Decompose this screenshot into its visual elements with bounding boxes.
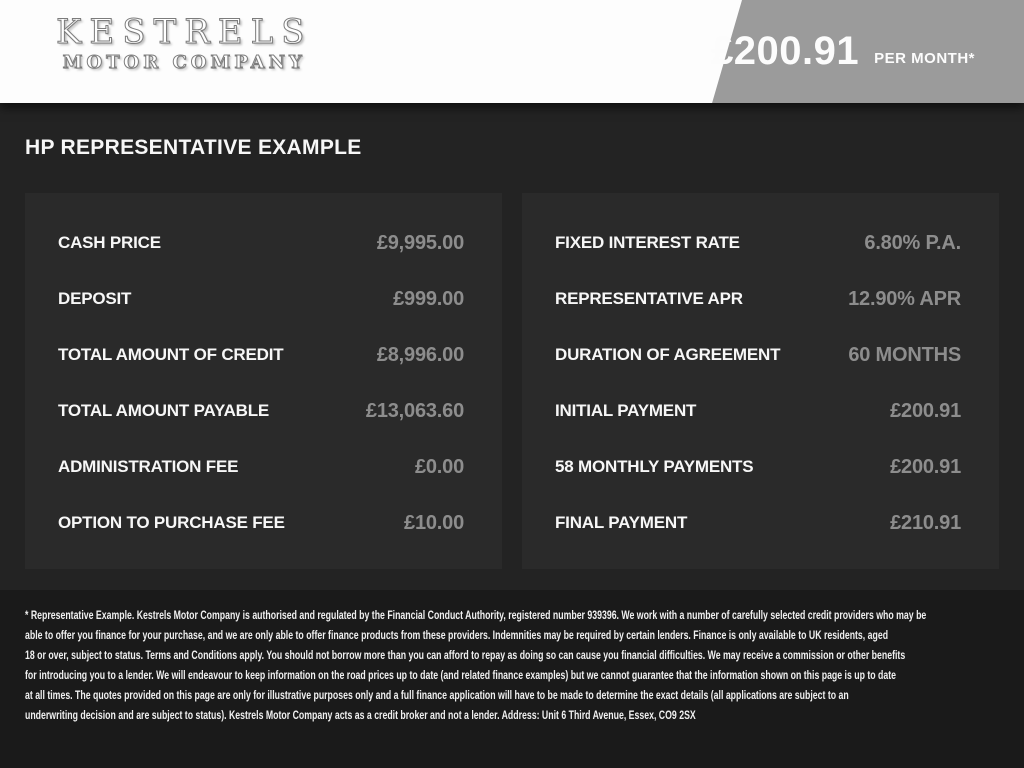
row-value: 6.80% P.A. <box>864 231 961 254</box>
table-row <box>58 327 464 383</box>
table-row <box>555 271 961 327</box>
disclaimer-text-line: at all times. The quotes provided on this page are only for illustrative purposes only and a full finance application will have to be made to determine the exact details (all applications are subject to an <box>25 690 849 702</box>
row-value: 60 MONTHS <box>848 343 961 366</box>
table-row <box>58 383 464 439</box>
row-value: £8,996.00 <box>376 343 464 366</box>
row-value: £200.91 <box>890 399 961 422</box>
row-label: FIXED INTEREST RATE <box>555 233 740 252</box>
page-title: HP REPRESENTATIVE EXAMPLE <box>25 136 362 159</box>
dealer-logo-title: KESTRELS <box>56 12 313 52</box>
dealer-logo-subtitle: MOTOR COMPANY <box>62 52 306 73</box>
row-label: FINAL PAYMENT <box>555 513 688 532</box>
disclaimer-text-line: 18 or over, subject to status. Terms and Conditions apply. You should not borrow more than you can afford to repay as doing so can cause you financial difficulties. We may receive a commission or other benefits <box>25 650 906 662</box>
table-row <box>555 215 961 271</box>
table-row <box>58 215 464 271</box>
row-value: £13,063.60 <box>365 399 464 422</box>
row-label: TOTAL AMOUNT OF CREDIT <box>58 345 284 364</box>
table-row <box>555 327 961 383</box>
monthly-price-amount: £200.91 <box>711 29 860 73</box>
table-row <box>555 439 961 495</box>
row-label: DEPOSIT <box>58 289 132 308</box>
row-label: TOTAL AMOUNT PAYABLE <box>58 401 270 420</box>
monthly-price-period-label: PER MONTH* <box>874 50 975 67</box>
table-row <box>58 495 464 551</box>
disclaimer-text-line: for introducing you to a lender. We will endeavour to keep information on the road prices up to date (and related finance examples) but we cannot guarantee that the information shown on this page is up to date <box>25 670 897 682</box>
row-value: £210.91 <box>890 511 961 534</box>
row-value: £0.00 <box>414 455 464 478</box>
row-value: £10.00 <box>404 511 464 534</box>
row-label: 58 MONTHLY PAYMENTS <box>555 457 754 476</box>
table-row <box>555 495 961 551</box>
row-label: ADMINISTRATION FEE <box>58 457 239 476</box>
row-value: 12.90% APR <box>848 287 961 310</box>
main-content <box>0 103 1024 590</box>
disclaimer-text-line: * Representative Example. Kestrels Motor Company is authorised and regulated by the Financial Conduct Authority, registered number 939396. We work with a number of carefully selected credit providers who may be <box>25 610 927 622</box>
finance-panels <box>25 193 999 569</box>
price-badge <box>711 0 975 103</box>
table-row <box>58 439 464 495</box>
row-label: OPTION TO PURCHASE FEE <box>58 513 285 532</box>
disclaimer-text-line: underwriting decision and are subject to status). Kestrels Motor Company acts as a credit broker and not a lender. Address: Unit 6 Third Avenue, Essex, CO9 2SX <box>25 710 696 722</box>
table-row <box>555 383 961 439</box>
row-value: £9,995.00 <box>376 231 464 254</box>
dealer-logo <box>56 12 312 74</box>
row-value: £200.91 <box>890 455 961 478</box>
disclaimer-footer <box>0 590 1024 768</box>
finance-panel-right <box>522 193 999 569</box>
row-value: £999.00 <box>393 287 464 310</box>
row-label: CASH PRICE <box>58 233 161 252</box>
row-label: INITIAL PAYMENT <box>555 401 697 420</box>
finance-panel-left <box>25 193 502 569</box>
disclaimer-text-line: able to offer you finance for your purchase, and we are only able to offer finance products from these providers. Indemnities may be required by certain lenders. Finance is only available to UK residents, aged <box>25 630 889 642</box>
table-row <box>58 271 464 327</box>
row-label: REPRESENTATIVE APR <box>555 289 743 308</box>
row-label: DURATION OF AGREEMENT <box>555 345 781 364</box>
header <box>0 0 1024 103</box>
